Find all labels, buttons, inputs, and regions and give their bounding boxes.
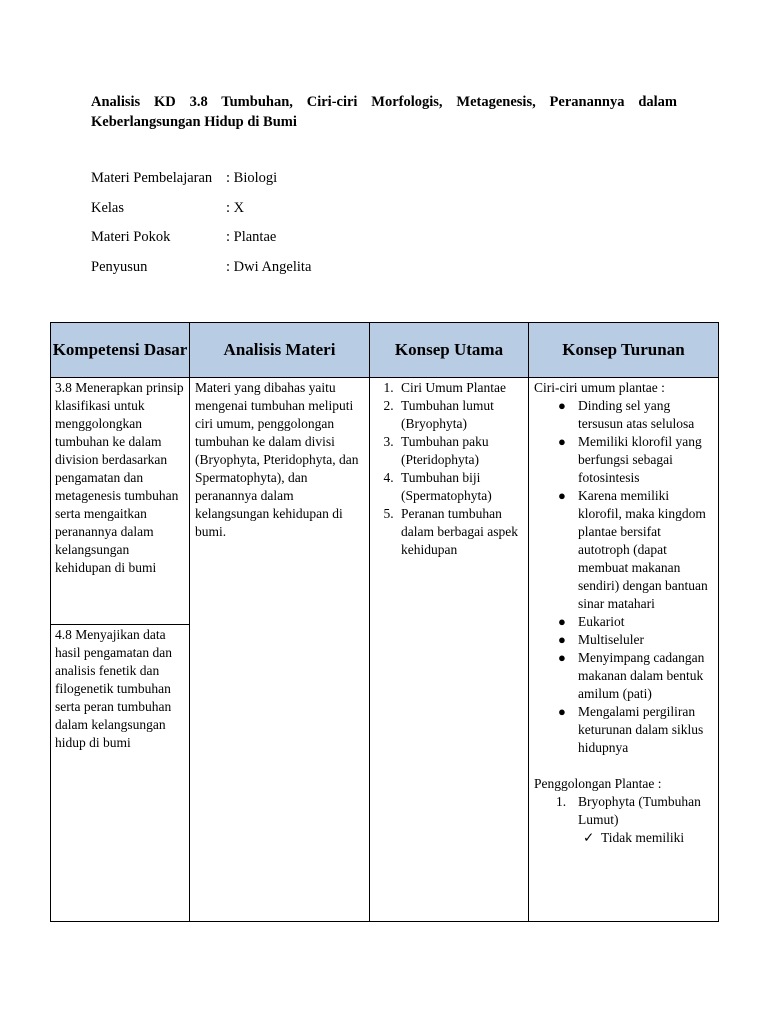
golongan-list <box>534 793 713 847</box>
bullet-icon: ● <box>558 488 566 503</box>
list-item <box>556 793 713 847</box>
bullet-icon: ● <box>558 632 566 647</box>
analysis-table <box>50 322 719 922</box>
meta-value: : Plantae <box>226 229 277 246</box>
meta-value: : X <box>226 199 245 216</box>
meta-label: Materi Pembelajaran <box>91 170 213 186</box>
konsep-utama-list <box>375 379 523 559</box>
table-row <box>51 378 719 922</box>
header-analisis-materi: Analisis Materi <box>190 323 370 378</box>
analisis-materi-cell <box>190 378 370 922</box>
meta-row-kelas <box>91 200 311 230</box>
ciri-heading: Ciri-ciri umum plantae : <box>534 380 665 395</box>
konsep-turunan-cell <box>529 378 719 922</box>
bullet-icon: ● <box>558 398 566 413</box>
document-title: Analisis KD 3.8 Tumbuhan, Ciri-ciri Morfologis, Metagenesis, Peranannya dalam Keberlangsungan Hidup di Bumi <box>91 94 677 130</box>
list-number: 1. <box>556 794 567 809</box>
list-item: 3. Tumbuhan paku (Pteridophyta) <box>397 433 523 469</box>
bullet-icon: ● <box>558 704 566 719</box>
list-item <box>583 829 713 847</box>
bullet-icon: ● <box>558 650 566 665</box>
list-item: 2. Tumbuhan lumut (Bryophyta) <box>397 397 523 433</box>
table-header-row <box>51 323 719 378</box>
check-list <box>578 829 713 847</box>
konsep-utama-list-wrap <box>370 378 528 560</box>
list-item: 4. Tumbuhan biji (Spermatophyta) <box>397 469 523 505</box>
list-item-text: Bryophyta (Tumbuhan Lumut) <box>578 794 701 827</box>
kompetensi-dasar-cell <box>51 378 190 922</box>
list-item <box>558 397 713 433</box>
list-item-text: Mengalami pergiliran keturunan dalam siklus hidupnya <box>578 704 704 755</box>
analisis-text: Materi yang dibahas yaitu mengenai tumbuhan meliputi ciri umum, penggolongan tumbuhan ke dalam divisi (Bryophyta, Pteridophyta, dan Spermatophyta), dan peranannya dalam kelangsungan kehidupan di bumi. <box>195 380 359 539</box>
meta-row-materi <box>91 170 311 200</box>
header-kompetensi-dasar: Kompetensi Dasar <box>51 323 190 378</box>
list-item <box>558 487 713 613</box>
kd-4-8: 4.8 Menyajikan data hasil pengamatan dan analisis fenetik dan filogenetik tumbuhan serta peran tumbuhan dalam kelangsungan hidup di bumi <box>55 627 172 750</box>
bullet-icon: ● <box>558 614 566 629</box>
meta-value: : Biologi <box>226 170 278 186</box>
meta-label: Materi Pokok <box>91 229 171 246</box>
meta-row-penyusun <box>91 259 311 289</box>
spacer <box>534 757 713 775</box>
list-item-text: Dinding sel yang tersusun atas selulosa <box>578 398 695 431</box>
list-item <box>558 433 713 487</box>
list-item-text: Karena memiliki klorofil, maka kingdom plantae bersifat autotroph (dapat membuat makanan sendiri) dengan bantuan sinar matahari <box>578 488 708 611</box>
meta-row-pokok <box>91 229 311 259</box>
check-icon: ✓ <box>583 830 595 845</box>
list-item-text: Multiseluler <box>578 632 644 647</box>
golongan-heading: Penggolongan Plantae : <box>534 776 662 791</box>
document-meta <box>91 170 311 289</box>
header-konsep-turunan: Konsep Turunan <box>529 323 719 378</box>
konsep-utama-cell <box>370 378 529 922</box>
ciri-list <box>534 397 713 757</box>
meta-label: Kelas <box>91 199 125 216</box>
konsep-turunan-content <box>529 378 718 848</box>
list-item <box>558 649 713 703</box>
list-item-text: Menyimpang cadangan makanan dalam bentuk amilum (pati) <box>578 650 705 701</box>
kd-3-8: 3.8 Menerapkan prinsip klasifikasi untuk menggolongkan tumbuhan ke dalam division berdasarkan pengamatan dan metagenesis tumbuhan serta mengaitkan peranannya dalam kelangsungan kehidupan di bumi <box>51 378 189 625</box>
list-item <box>558 703 713 757</box>
header-konsep-utama: Konsep Utama <box>370 323 529 378</box>
meta-value: : Dwi Angelita <box>226 259 312 276</box>
list-item: 1. Ciri Umum Plantae <box>397 379 523 397</box>
list-item-text: Eukariot <box>578 614 625 629</box>
list-item: 5. Peranan tumbuhan dalam berbagai aspek kehidupan <box>397 505 523 559</box>
meta-label: Penyusun <box>91 259 148 276</box>
list-item-text: Tidak memiliki <box>601 830 685 845</box>
list-item-text: Memiliki klorofil yang berfungsi sebagai fotosintesis <box>578 434 702 485</box>
bullet-icon: ● <box>558 434 566 449</box>
list-item <box>558 631 713 649</box>
list-item <box>558 613 713 631</box>
